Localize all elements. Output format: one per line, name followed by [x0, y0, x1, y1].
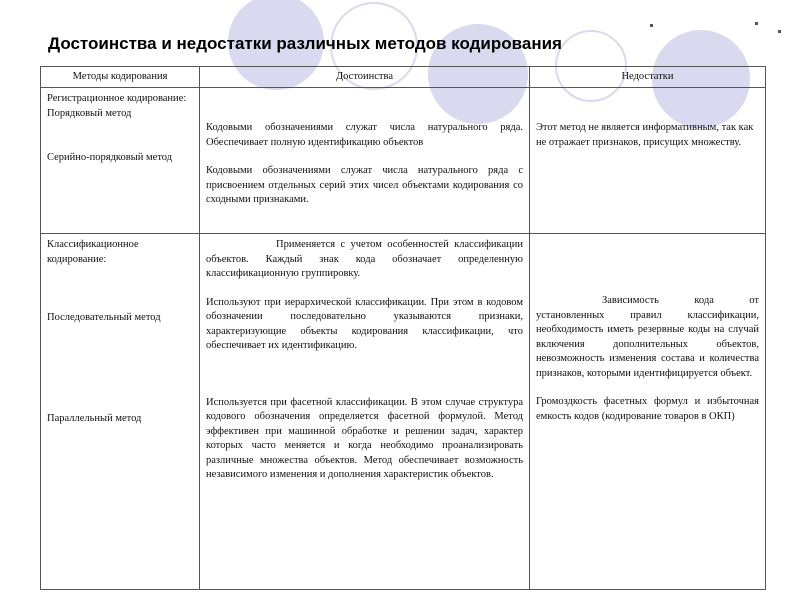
method-label: Последовательный метод	[47, 312, 161, 323]
method-label: Серийно-порядковый метод	[47, 152, 173, 163]
header-methods: Методы кодирования	[41, 67, 200, 88]
disadvantage-text: Громоздкость фасетных формул и избыточная емкость кодов (кодирование товаров в ОКП)	[536, 396, 759, 422]
comparison-table	[40, 66, 766, 590]
group-label: Классификационное кодирование:	[47, 239, 139, 265]
table-row-classification	[41, 234, 766, 590]
page-title: Достоинства и недостатки различных методов кодирования	[48, 34, 562, 53]
advantage-text: Кодовыми обозначениями служат числа натурального ряда с присвоением отдельных серий этих чисел объектами кодирования со сходными признаками.	[206, 165, 523, 205]
advantage-text: Используется при фасетной классификации. В этом случае структура кодового обозначения определяется фасетной формулой. Метод эффективен при машинной обработке и решении задач, характер которых часто меняется и когда необходимо проанализировать различные множества объектов. Метод обеспечивает возможность независимого изменения и дополнения характеристик объектов.	[206, 396, 523, 480]
advantage-text: Используют при иерархической классификации. При этом в кодовом обозначении последовательно указываются признаки, характеризующие объекты кодирования классификации, что обеспечивает их идентификацию.	[206, 296, 523, 351]
advantage-text: Кодовыми обозначениями служат числа натурального ряда. Обеспечивает полную идентификацию объектов	[206, 122, 523, 148]
disadvantages-cell	[530, 88, 766, 234]
method-label: Параллельный метод	[47, 412, 142, 424]
advantage-text: Применяется с учетом особенностей классификации объектов. Каждый знак кода обозначает определенную классификационную группировку.	[206, 239, 523, 279]
disadvantages-cell	[530, 234, 766, 590]
table-row-registration	[41, 88, 766, 234]
table-header-row	[41, 67, 766, 88]
methods-cell	[41, 88, 200, 234]
methods-cell	[41, 234, 200, 590]
method-label: Порядковый метод	[47, 107, 132, 119]
advantages-cell	[200, 234, 530, 590]
group-label: Регистрационное кодирование:	[47, 93, 187, 104]
decor-dot-3	[778, 30, 781, 33]
decor-dot-2	[755, 22, 758, 25]
decor-dot-1	[650, 24, 653, 27]
header-disadvantages: Недостатки	[530, 67, 766, 88]
disadvantage-text: Этот метод не является информативным, так как не отражает признаков, присущих множеству.	[536, 122, 754, 148]
advantages-cell	[200, 88, 530, 234]
header-advantages: Достоинства	[200, 67, 530, 88]
disadvantage-text: Зависимость кода от установленных правил классификации, необходимость иметь резервные коды на случай включения дополнительных объектов, невозможность изменения состава и количества признаков, которыми идентифицируется объект.	[536, 295, 759, 379]
